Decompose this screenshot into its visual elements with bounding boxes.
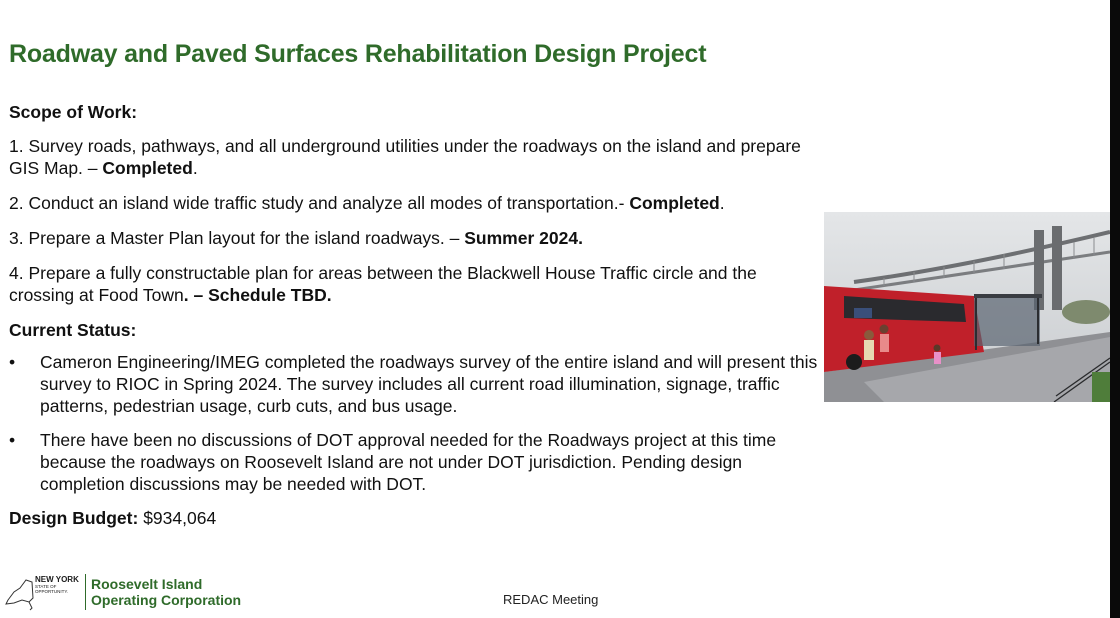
- budget-label: Design Budget:: [9, 508, 139, 528]
- photo-illustration: [824, 212, 1110, 402]
- bullet-icon: •: [9, 430, 16, 450]
- scope-item: 2. Conduct an island wide traffic study and analyze all modes of transportation.- Completed.: [9, 193, 725, 213]
- scope-item: 3. Prepare a Master Plan layout for the island roadways. – Summer 2024.: [9, 228, 583, 248]
- meeting-label: REDAC Meeting: [503, 592, 599, 607]
- footer-logo: [2, 570, 242, 614]
- bullet-icon: •: [9, 352, 16, 372]
- item-status: Completed: [102, 158, 193, 178]
- right-edge-bar: [1110, 0, 1120, 618]
- main-content: [9, 101, 819, 529]
- street-photo: [824, 212, 1110, 402]
- item-status: Summer 2024.: [464, 228, 583, 248]
- scope-item: 4. Prepare a fully constructable plan for areas between the Blackwell House Traffic circle and the crossing at Food Town. – Schedule TBD.: [9, 263, 757, 305]
- design-budget: [9, 507, 819, 529]
- page-title: Roadway and Paved Surfaces Rehabilitation Design Project: [9, 40, 707, 68]
- status-bullet: • Cameron Engineering/IMEG completed the roadways survey of the entire island and will present this survey to RIOC in Spring 2024. The survey includes all current road illumination, signage, traffic patterns, pedestrian usage, curb cuts, and bus usage.: [9, 352, 818, 416]
- budget-value: $934,064: [143, 508, 217, 528]
- new-york-state-icon: [2, 570, 34, 614]
- item-status: Completed: [629, 193, 720, 213]
- scope-heading: Scope of Work:: [9, 102, 138, 122]
- organization-name: Roosevelt Island Operating Corporation: [91, 576, 242, 608]
- status-heading: Current Status:: [9, 320, 137, 340]
- status-bullet: • There have been no discussions of DOT approval needed for the Roadways project at this time because the roadways on Roosevelt Island are not under DOT jurisdiction. Pending design completion discussions may be needed with DOT.: [9, 430, 777, 494]
- scope-item: 1. Survey roads, pathways, and all underground utilities under the roadways on the island and prepare GIS Map. – Completed.: [9, 136, 801, 178]
- logo-divider: [85, 574, 86, 610]
- item-status: . – Schedule TBD.: [183, 285, 332, 305]
- ny-state-wordmark: NEW YORK STATE OF OPPORTUNITY.: [35, 575, 79, 594]
